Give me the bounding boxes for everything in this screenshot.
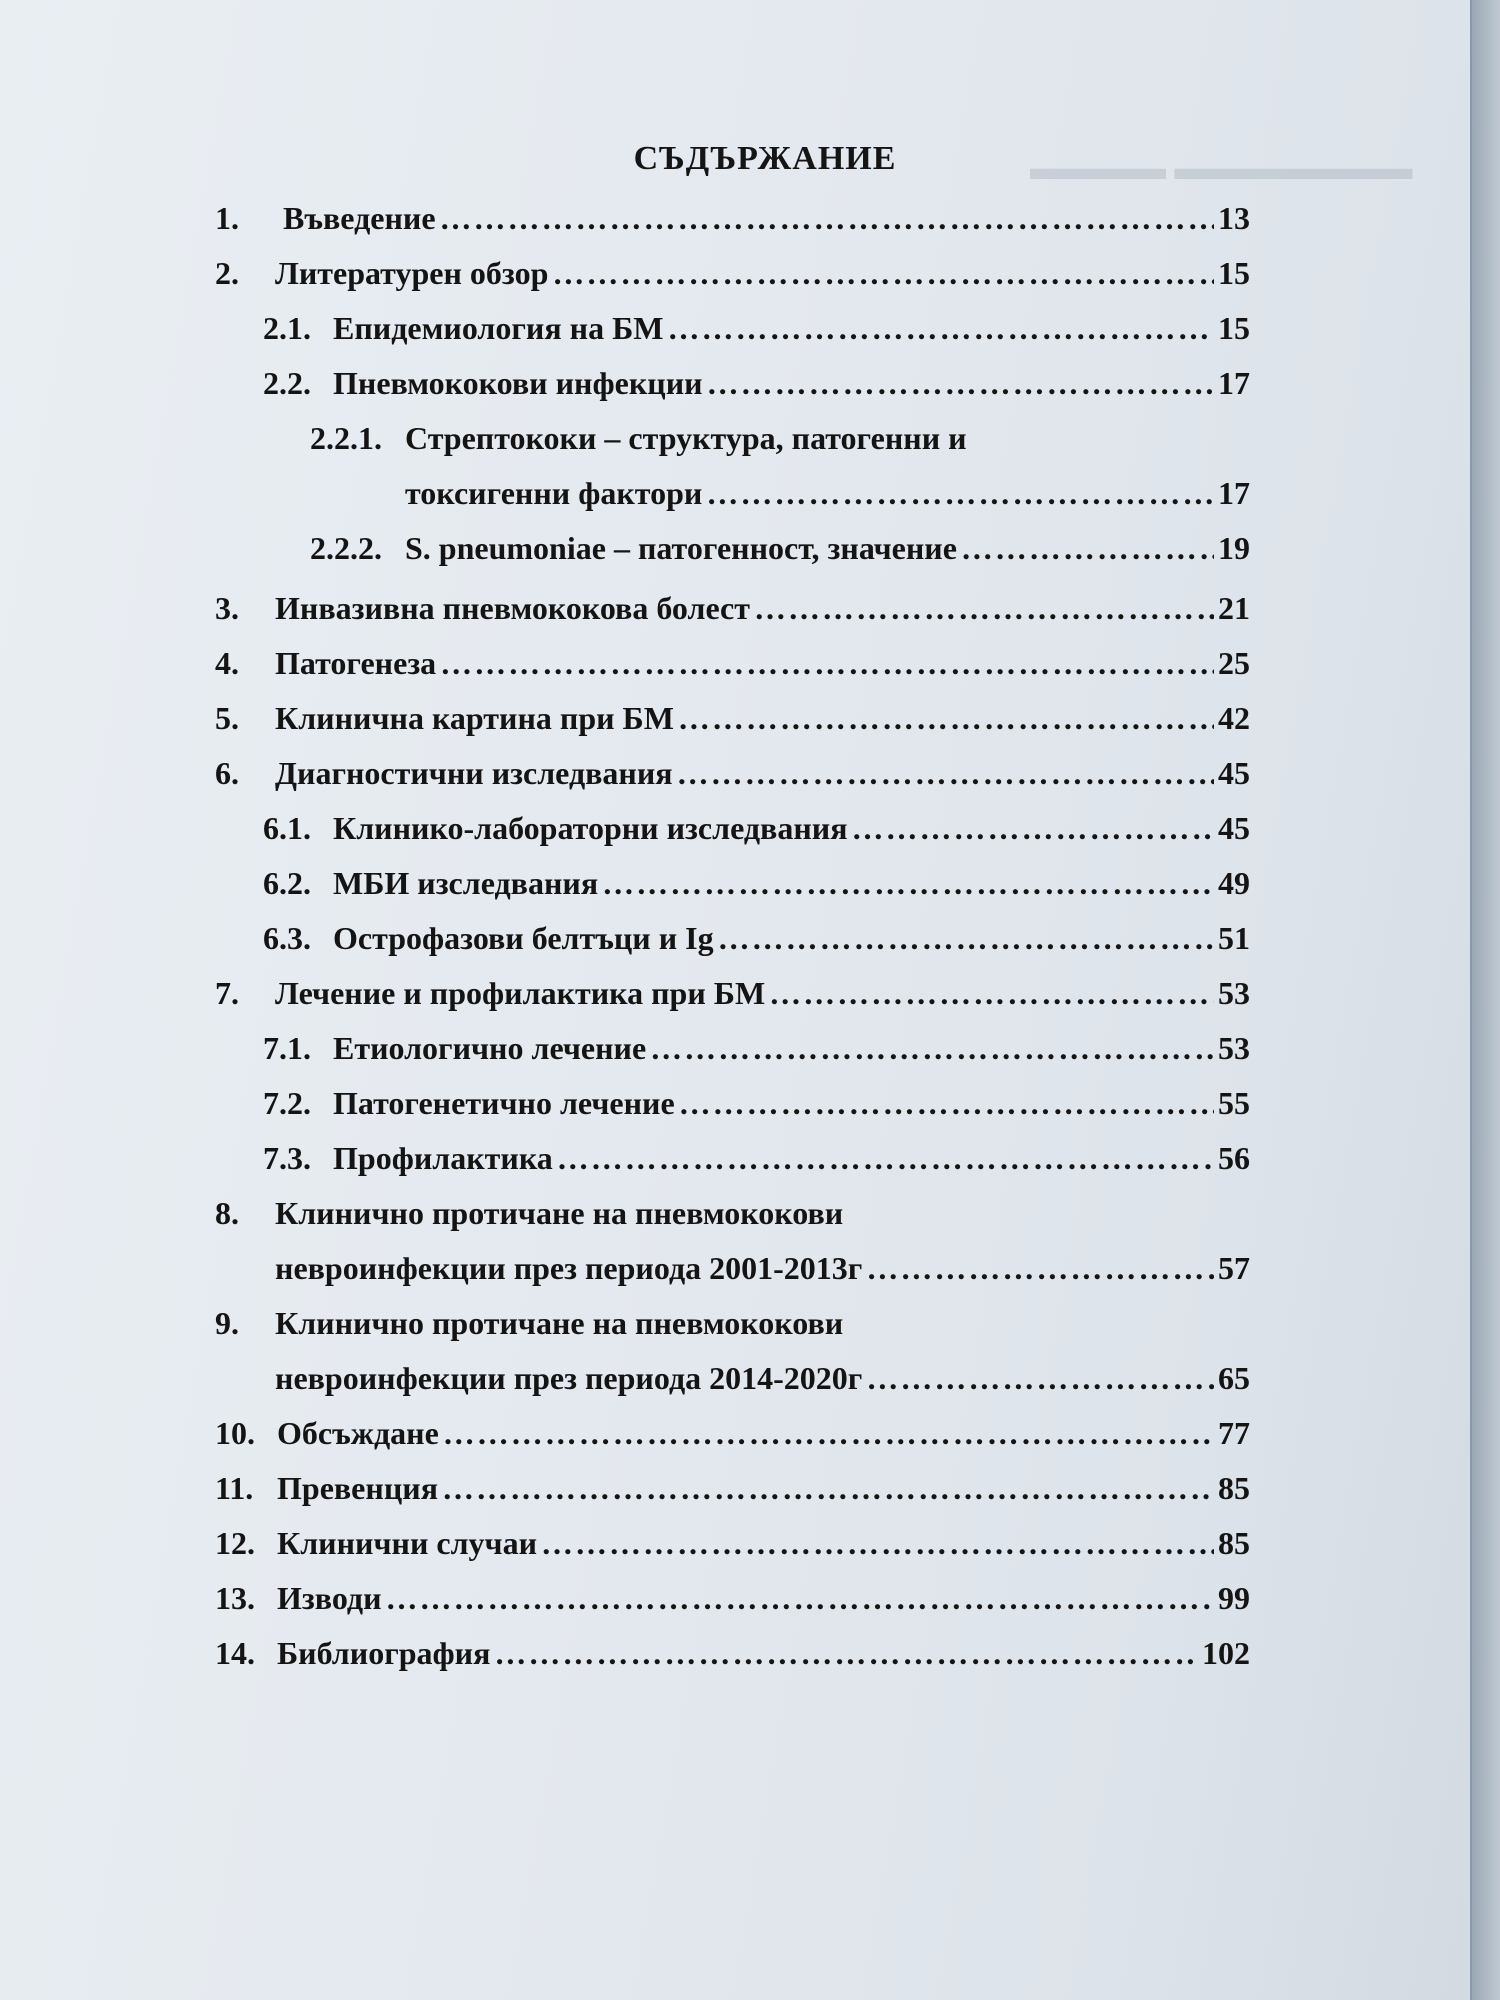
entry-page: 17 [1218, 365, 1250, 401]
toc-entry-4 [215, 645, 1250, 682]
toc-entry-1 [215, 200, 1250, 237]
entry-number: 2.1. [263, 310, 311, 346]
toc-entry-2-1 [263, 310, 1250, 347]
entry-page: 15 [1218, 255, 1250, 291]
entry-page: 85 [1218, 1470, 1250, 1506]
entry-title: Литературен обзор [275, 255, 549, 291]
entry-number: 14. [215, 1635, 255, 1671]
toc-entry-7-2 [263, 1085, 1250, 1122]
dot-leader [440, 200, 1214, 237]
entry-number: 2. [215, 255, 239, 291]
entry-number: 7.3. [263, 1140, 311, 1176]
entry-page: 19 [1218, 530, 1250, 566]
entry-title: Етиологично лечение [333, 1030, 647, 1066]
entry-title: Клинични случаи [277, 1525, 538, 1561]
entry-number: 6.2. [263, 865, 311, 901]
dot-leader [443, 1415, 1214, 1452]
entry-number: 12. [215, 1525, 255, 1561]
toc-entry-11 [215, 1470, 1250, 1507]
dot-leader [707, 365, 1214, 402]
entry-title: Пневмококови инфекции [333, 365, 703, 401]
entry-title: Обсъждане [277, 1415, 439, 1451]
entry-number: 2.2. [263, 365, 311, 401]
entry-title: Инвазивна пневмококова болест [275, 590, 750, 626]
entry-page: 57 [1218, 1250, 1250, 1286]
toc-entry-7 [215, 975, 1250, 1012]
dot-leader [552, 255, 1214, 292]
dot-leader [386, 1580, 1214, 1617]
dot-leader [961, 530, 1214, 567]
entry-title: Патогенетично лечение [333, 1085, 675, 1121]
dot-leader [494, 1635, 1198, 1672]
toc-entry-9 [215, 1305, 1250, 1342]
toc-entry-6-2 [263, 865, 1250, 902]
dot-leader [866, 1250, 1214, 1287]
toc-entry-8 [215, 1195, 1250, 1232]
entry-number: 7. [215, 975, 239, 1011]
entry-title: невроинфекции през периода 2014-2020г [275, 1360, 863, 1396]
toc-entry-14 [215, 1635, 1250, 1672]
entry-title: Превенция [277, 1470, 438, 1506]
dot-leader [852, 810, 1215, 847]
dot-leader [440, 645, 1214, 682]
entry-title: Стрептококи – структура, патогенни и [405, 420, 967, 456]
dot-leader [557, 1140, 1214, 1177]
toc-entry-5 [215, 700, 1250, 737]
entry-number: 2.2.1. [310, 420, 382, 456]
toc-entry-2-2-1 [310, 420, 1250, 457]
dot-leader [866, 1360, 1214, 1397]
entry-number: 8. [215, 1195, 239, 1231]
entry-page: 17 [1218, 475, 1250, 511]
entry-page: 21 [1218, 590, 1250, 626]
toc-entry-7-1 [263, 1030, 1250, 1067]
dot-leader [679, 1085, 1214, 1122]
entry-title: Лечение и профилактика при БМ [275, 975, 766, 1011]
entry-number: 3. [215, 590, 239, 626]
dot-leader [442, 1470, 1214, 1507]
toc-entry-8-cont [275, 1250, 1250, 1287]
entry-number: 11. [215, 1470, 254, 1506]
entry-number: 6. [215, 755, 239, 791]
entry-page: 56 [1218, 1140, 1250, 1176]
entry-page: 55 [1218, 1085, 1250, 1121]
entry-page: 25 [1218, 645, 1250, 681]
entry-title: Патогенеза [275, 645, 437, 681]
toc-entry-2-2-1-cont [405, 475, 1250, 512]
entry-number: 10. [215, 1415, 255, 1451]
entry-page: 85 [1218, 1525, 1250, 1561]
dot-leader [769, 975, 1214, 1012]
adjacent-page-edge [1470, 0, 1500, 2000]
entry-title: Библиография [277, 1635, 491, 1671]
entry-title: Клинично протичане на пневмококови [275, 1195, 844, 1231]
entry-title: невроинфекции през периода 2001-2013г [275, 1250, 863, 1286]
entry-page: 13 [1218, 200, 1250, 236]
entry-title: Въведение [283, 200, 436, 236]
entry-title: Клинично протичане на пневмококови [275, 1305, 844, 1341]
entry-number: 9. [215, 1305, 239, 1341]
toc-entry-6-3 [263, 920, 1250, 957]
entry-page: 15 [1218, 310, 1250, 346]
toc-entry-12 [215, 1525, 1250, 1562]
toc-entry-2-2-2 [310, 530, 1250, 567]
entry-title: Изводи [277, 1580, 382, 1616]
entry-page: 99 [1218, 1580, 1250, 1616]
toc-entry-3 [215, 590, 1250, 627]
entry-page: 65 [1218, 1360, 1250, 1396]
dot-leader [754, 590, 1214, 627]
dot-leader [602, 865, 1214, 902]
entry-number: 13. [215, 1580, 255, 1616]
entry-page: 42 [1218, 700, 1250, 736]
entry-number: 7.2. [263, 1085, 311, 1121]
toc-entry-6 [215, 755, 1250, 792]
entry-title: Клинико-лабораторни изследвания [333, 810, 848, 846]
toc-entry-9-cont [275, 1360, 1250, 1397]
dot-leader [677, 755, 1214, 792]
entry-page: 49 [1218, 865, 1250, 901]
dot-leader [718, 920, 1214, 957]
entry-title: Профилактика [333, 1140, 553, 1176]
entry-page: 45 [1218, 810, 1250, 846]
entry-page: 45 [1218, 755, 1250, 791]
entry-number: 2.2.2. [310, 530, 382, 566]
toc-entry-2-2 [263, 365, 1250, 402]
entry-page: 51 [1218, 920, 1250, 956]
entry-number: 6.1. [263, 810, 311, 846]
entry-title: Епидемиология на БМ [333, 310, 664, 346]
toc-entry-6-1 [263, 810, 1250, 847]
dot-leader [650, 1030, 1214, 1067]
entry-page: 102 [1202, 1635, 1250, 1671]
toc-entry-2 [215, 255, 1250, 292]
toc-title: СЪДЪРЖАНИЕ [633, 140, 897, 177]
entry-number: 4. [215, 645, 239, 681]
entry-number: 1. [215, 200, 239, 236]
dot-leader [706, 475, 1214, 512]
entry-title: Диагностични изследвания [275, 755, 673, 791]
toc-entry-13 [215, 1580, 1250, 1617]
toc-entry-10 [215, 1415, 1250, 1452]
toc-entry-7-3 [263, 1140, 1250, 1177]
entry-title: Острофазови белтъци и Ig [333, 920, 714, 956]
entry-page: 77 [1218, 1415, 1250, 1451]
entry-title: МБИ изследвания [333, 865, 599, 901]
entry-page: 53 [1218, 1030, 1250, 1066]
dot-leader [678, 700, 1214, 737]
entry-title: Клинична картина при БМ [275, 700, 674, 736]
entry-number: 7.1. [263, 1030, 311, 1066]
entry-number: 5. [215, 700, 239, 736]
entry-title: токсигенни фактори [405, 475, 703, 511]
dot-leader [541, 1525, 1214, 1562]
entry-page: 53 [1218, 975, 1250, 1011]
entry-number: 6.3. [263, 920, 311, 956]
bleed-through-heading: ▬▬▬▬ ▬▬▬▬▬▬▬ [1030, 150, 1413, 187]
dot-leader [667, 310, 1214, 347]
entry-title: S. pneumoniae – патогенност, значение [405, 530, 957, 566]
